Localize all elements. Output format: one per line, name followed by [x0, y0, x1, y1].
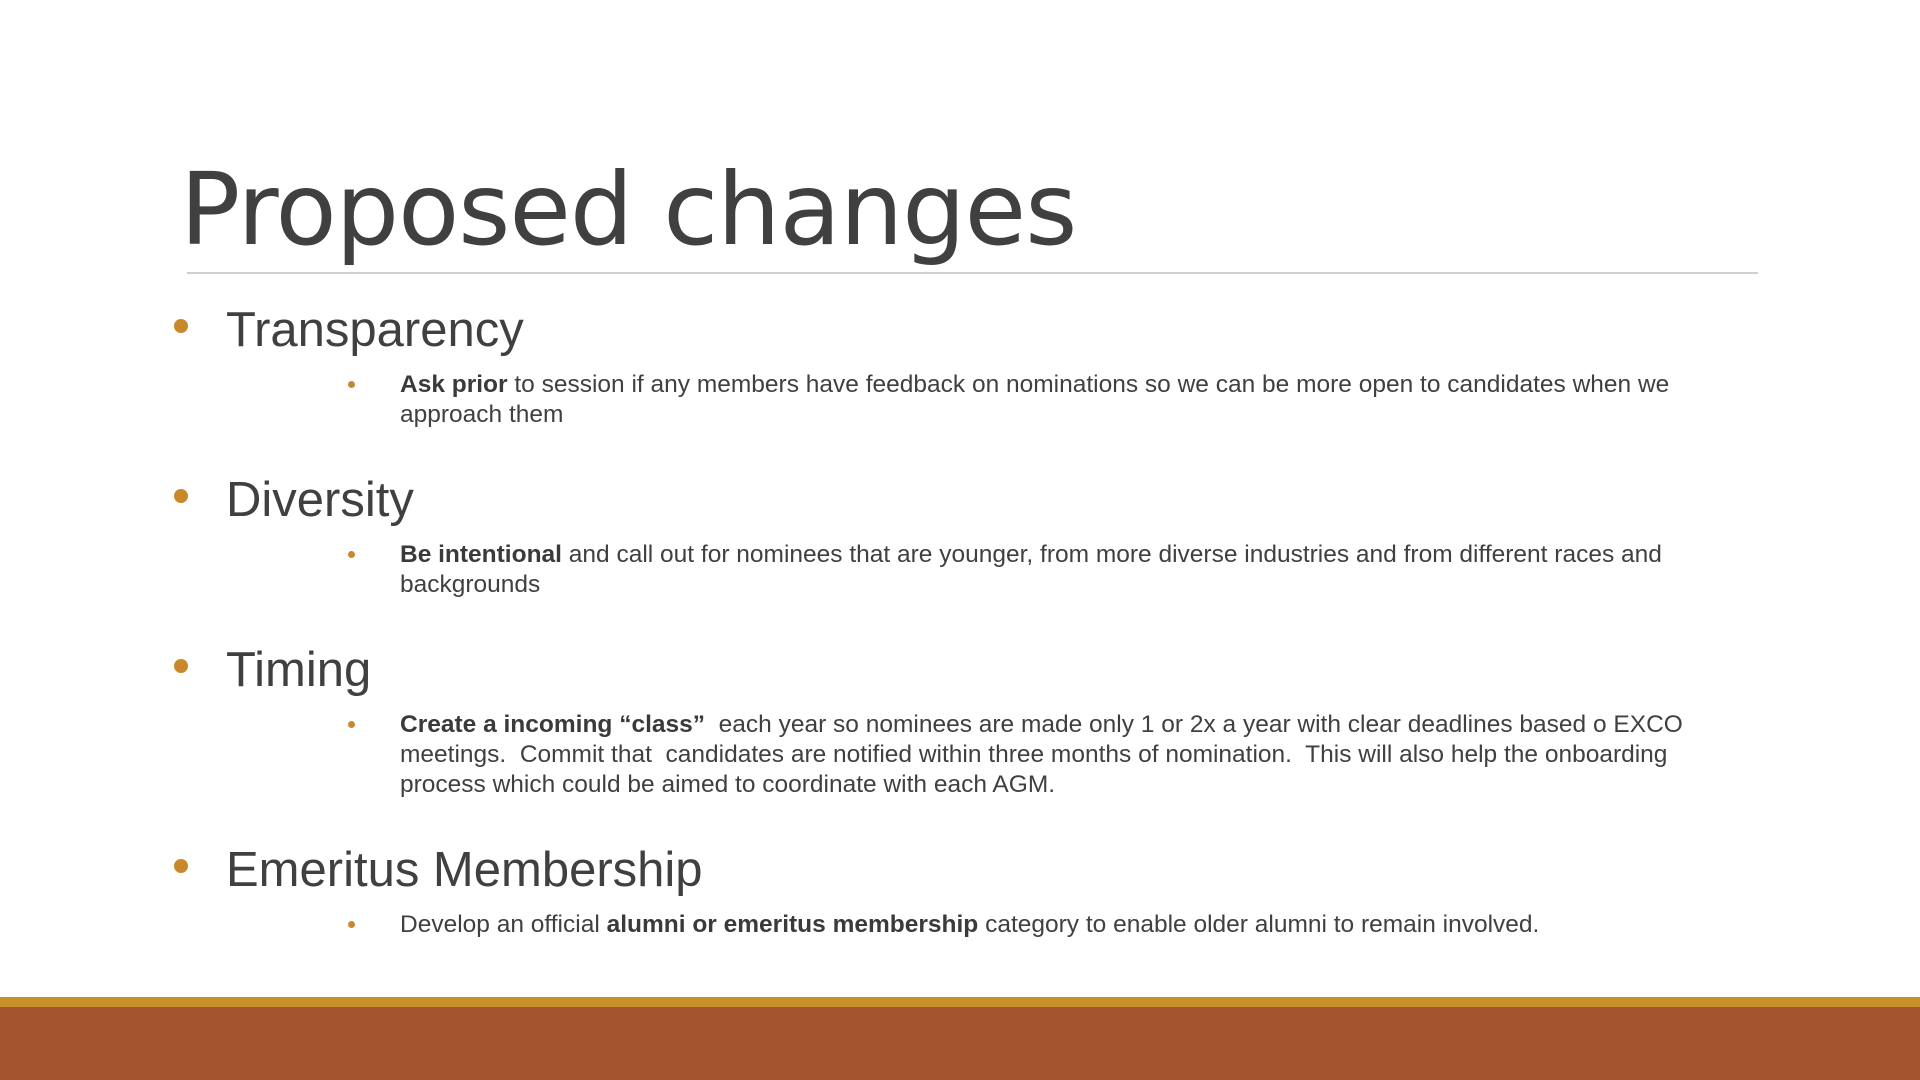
section-transparency — [170, 300, 1770, 430]
sub-bullet-dot-icon — [348, 551, 355, 558]
sub-bullet-dot-icon — [348, 381, 355, 388]
sub-bullet-item — [400, 540, 1760, 600]
sub-bullet-text: each year so nominees are made only 1 or 2x a year with clear deadlines based o EXCO meetings. Commit that candidates are notified within three months of nomination. This will also help the onboarding process which could be aimed to coordinate with each AGM. — [400, 711, 1690, 798]
section-heading-text: Diversity — [226, 473, 414, 527]
slide-title: Proposed changes — [180, 151, 1077, 268]
sub-bullet-item — [400, 370, 1760, 430]
sub-bullet-item — [400, 910, 1760, 940]
footer-gold-stripe — [0, 997, 1920, 1007]
slide-content — [170, 300, 1770, 940]
bold-mid-text: alumni or emeritus membership — [606, 911, 979, 938]
section-heading — [170, 640, 1770, 700]
section-heading — [170, 470, 1770, 530]
bold-lead-text: Create a incoming “class” — [400, 711, 706, 738]
section-diversity — [170, 470, 1770, 600]
section-heading-text: Transparency — [226, 303, 524, 357]
title-divider — [187, 272, 1758, 274]
footer-rust-band — [0, 1007, 1920, 1080]
bold-lead-text: Ask prior — [400, 371, 508, 398]
sub-bullet-text: and call out for nominees that are younger, from more diverse industries and from different races and backgrounds — [400, 541, 1662, 598]
section-heading-text: Timing — [226, 643, 372, 697]
sub-bullet-text: category to enable older alumni to remain involved. — [978, 911, 1540, 938]
bullet-dot-icon — [174, 319, 188, 333]
sub-bullet-lead-text: Develop an official — [400, 911, 607, 938]
bullet-dot-icon — [174, 659, 188, 673]
section-heading-text: Emeritus Membership — [226, 843, 703, 897]
bullet-dot-icon — [174, 859, 188, 873]
bullet-dot-icon — [174, 489, 188, 503]
bold-lead-text: Be intentional — [400, 541, 562, 568]
sub-bullet-dot-icon — [348, 921, 355, 928]
section-heading — [170, 300, 1770, 360]
sub-bullet-text: to session if any members have feedback on nominations so we can be more open to candidates when we approach them — [400, 371, 1670, 428]
sub-bullet-item — [400, 710, 1760, 800]
sub-bullet-dot-icon — [348, 721, 355, 728]
section-emeritus-membership — [170, 840, 1770, 940]
section-timing — [170, 640, 1770, 800]
section-heading — [170, 840, 1770, 900]
